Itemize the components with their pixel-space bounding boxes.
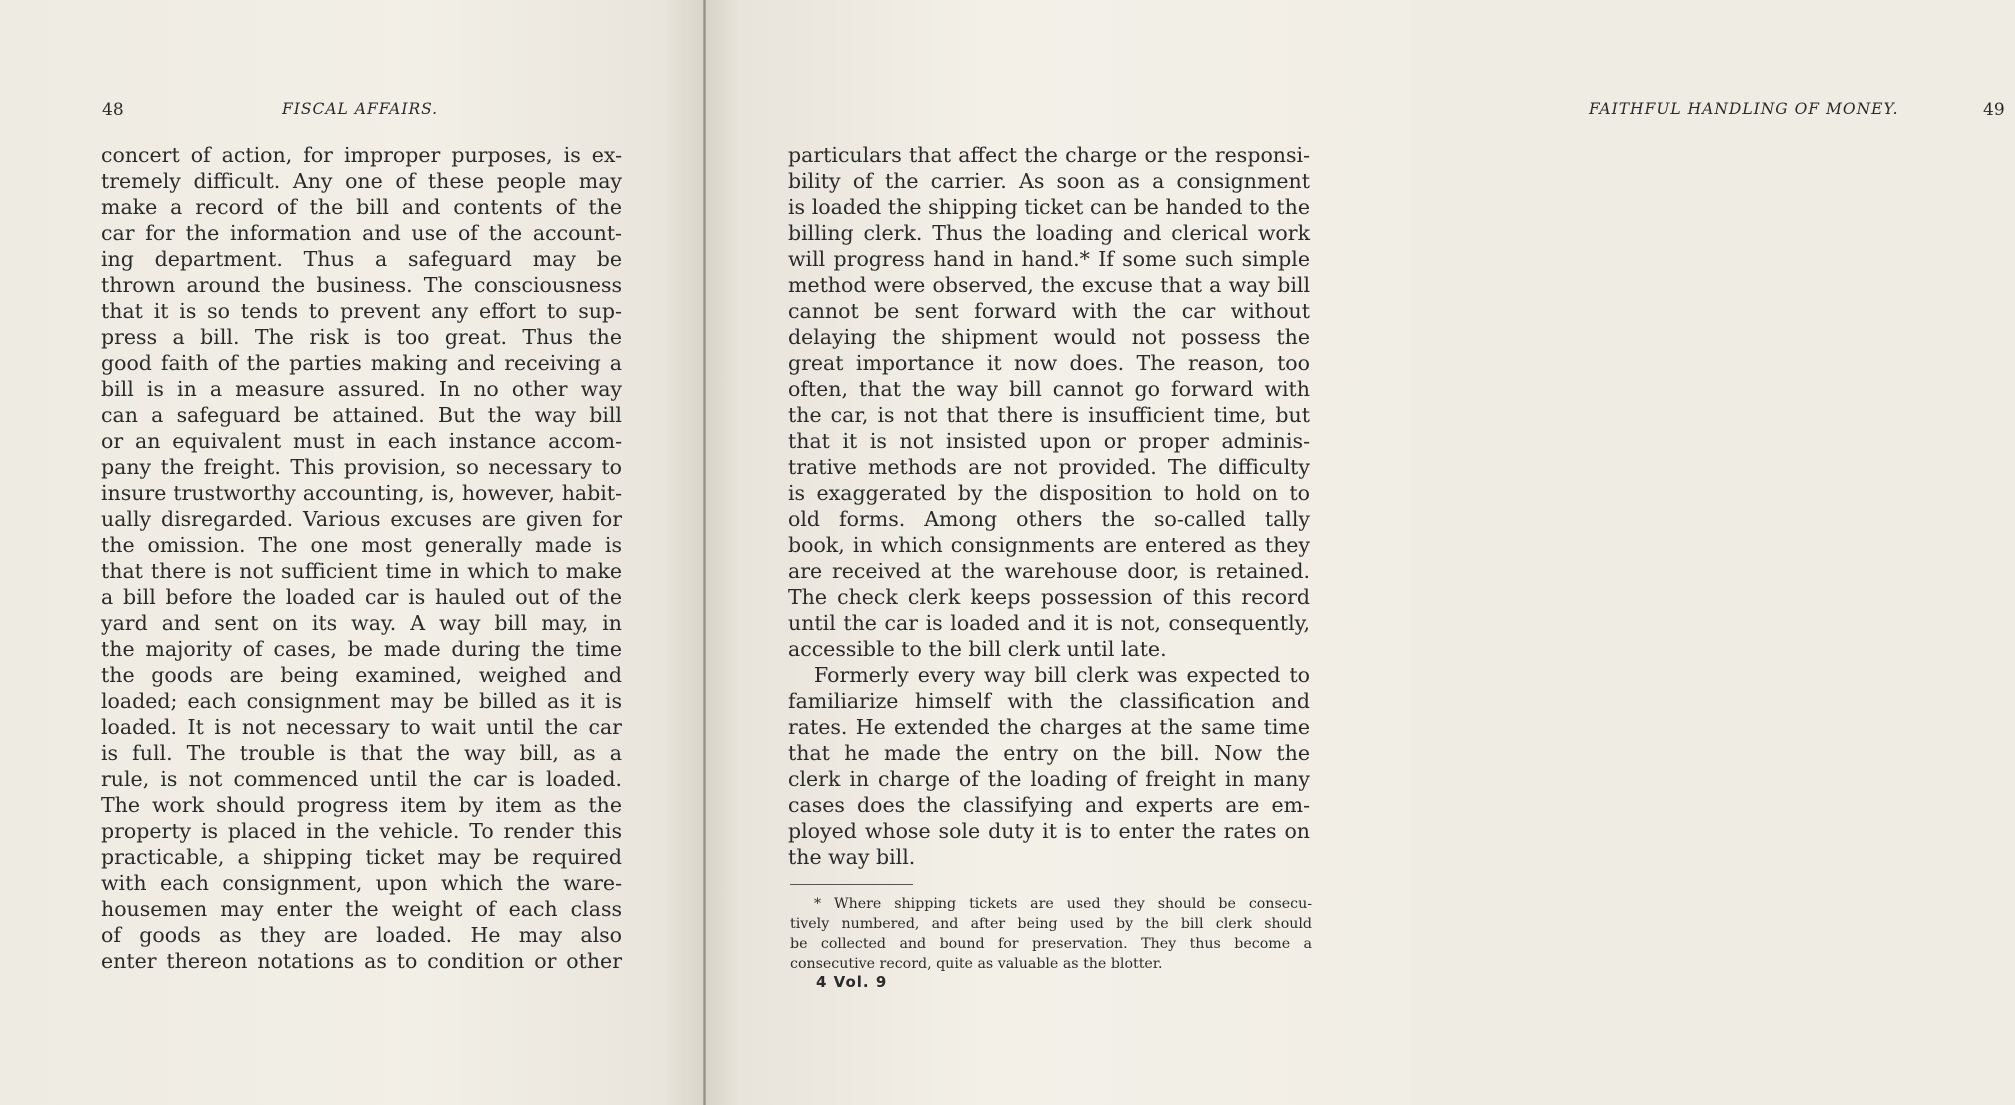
text-line: tremely difficult. Any one of these people may [101, 169, 622, 193]
text-line: clerk in charge of the loading of freight in many [788, 767, 1310, 791]
right-page-number: 49 [1983, 100, 2005, 120]
text-line: housemen may enter the weight of each class [101, 897, 622, 921]
text-line: cases does the classifying and experts are em- [788, 793, 1310, 817]
left-page-number: 48 [102, 100, 124, 120]
text-line: with each consignment, upon which the ware- [101, 871, 622, 895]
text-line: The work should progress item by item as the [101, 793, 622, 817]
book-gutter [703, 0, 706, 1105]
footnote-line: tively numbered, and after being used by the bill clerk should [790, 916, 1312, 932]
footnote-line: * Where shipping tickets are used they should be consecu- [814, 896, 1312, 912]
text-line: bill is in a measure assured. In no other way [101, 377, 622, 401]
text-line: trative methods are not provided. The difficulty [788, 455, 1310, 479]
text-line: delaying the shipment would not possess the [788, 325, 1310, 349]
text-line: great importance it now does. The reason, too [788, 351, 1310, 375]
text-line: The check clerk keeps possession of this record [788, 585, 1310, 609]
text-line: old forms. Among others the so-called tally [788, 507, 1310, 531]
text-line: practicable, a shipping ticket may be required [101, 845, 622, 869]
text-line: until the car is loaded and it is not, consequently, [788, 611, 1310, 635]
text-line: yard and sent on its way. A way bill may, in [101, 611, 622, 635]
text-line: Formerly every way bill clerk was expected to [814, 663, 1310, 687]
text-line: bility of the carrier. As soon as a consignment [788, 169, 1310, 193]
signature-mark: 4 Vol. 9 [816, 973, 888, 991]
text-line: will progress hand in hand.* If some such simple [788, 247, 1310, 271]
left-body-text [101, 142, 622, 974]
text-line: can a safeguard be attained. But the way bill [101, 403, 622, 427]
text-line: that it is not insisted upon or proper adminis- [788, 429, 1310, 453]
text-line: concert of action, for improper purposes, is ex- [101, 143, 622, 167]
text-line: cannot be sent forward with the car without [788, 299, 1310, 323]
text-line: the omission. The one most generally made is [101, 533, 622, 557]
text-line: the way bill. [788, 845, 916, 869]
text-line: loaded. It is not necessary to wait until the car [101, 715, 622, 739]
text-line: method were observed, the excuse that a way bill [788, 273, 1310, 297]
text-line: familiarize himself with the classification and [788, 689, 1310, 713]
text-line: press a bill. The risk is too great. Thus the [101, 325, 622, 349]
footnote-line: be collected and bound for preservation. They thus become a [790, 936, 1312, 952]
footnote [790, 894, 1312, 974]
text-line: a bill before the loaded car is hauled out of the [101, 585, 622, 609]
text-line: rule, is not commenced until the car is loaded. [101, 767, 622, 791]
text-line: is loaded the shipping ticket can be handed to the [788, 195, 1310, 219]
text-line: insure trustworthy accounting, is, however, habit- [101, 481, 622, 505]
text-line: particulars that affect the charge or the responsi- [788, 143, 1310, 167]
text-line: good faith of the parties making and receiving a [101, 351, 622, 375]
footnote-rule [790, 884, 913, 885]
text-line: make a record of the bill and contents of the [101, 195, 622, 219]
text-line: property is placed in the vehicle. To render this [101, 819, 622, 843]
text-line: billing clerk. Thus the loading and clerical work [788, 221, 1310, 245]
text-line: often, that the way bill cannot go forward with [788, 377, 1310, 401]
text-line: is full. The trouble is that the way bill, as a [101, 741, 622, 765]
text-line: the car, is not that there is insufficient time, but [788, 403, 1310, 427]
text-line: ually disregarded. Various excuses are given for [101, 507, 622, 531]
left-page [0, 0, 705, 1105]
footnote-line: consecutive record, quite as valuable as the blotter. [790, 956, 1163, 972]
text-line: the goods are being examined, weighed and [101, 663, 622, 687]
text-line: the majority of cases, be made during the time [101, 637, 622, 661]
left-running-title: FISCAL AFFAIRS. [282, 100, 439, 118]
right-running-title: FAITHFUL HANDLING OF MONEY. [1589, 100, 1899, 118]
text-line: pany the freight. This provision, so necessary to [101, 455, 622, 479]
text-line: rates. He extended the charges at the same time [788, 715, 1310, 739]
text-line: that it is so tends to prevent any effort to sup- [101, 299, 622, 323]
text-line: book, in which consignments are entered as they [788, 533, 1310, 557]
text-line: that he made the entry on the bill. Now the [788, 741, 1310, 765]
text-line: ployed whose sole duty it is to enter the rates on [788, 819, 1310, 843]
right-body-text [788, 142, 1310, 870]
text-line: ing department. Thus a safeguard may be [101, 247, 622, 271]
text-line: or an equivalent must in each instance accom- [101, 429, 622, 453]
text-line: is exaggerated by the disposition to hold on to [788, 481, 1310, 505]
text-line: thrown around the business. The consciousness [101, 273, 622, 297]
text-line: accessible to the bill clerk until late. [788, 637, 1167, 661]
text-line: are received at the warehouse door, is retained. [788, 559, 1310, 583]
text-line: car for the information and use of the account- [101, 221, 622, 245]
text-line: enter thereon notations as to condition or other [101, 949, 622, 973]
text-line: that there is not sufficient time in which to make [101, 559, 622, 583]
text-line: loaded; each consignment may be billed as it is [101, 689, 622, 713]
text-line: of goods as they are loaded. He may also [101, 923, 622, 947]
